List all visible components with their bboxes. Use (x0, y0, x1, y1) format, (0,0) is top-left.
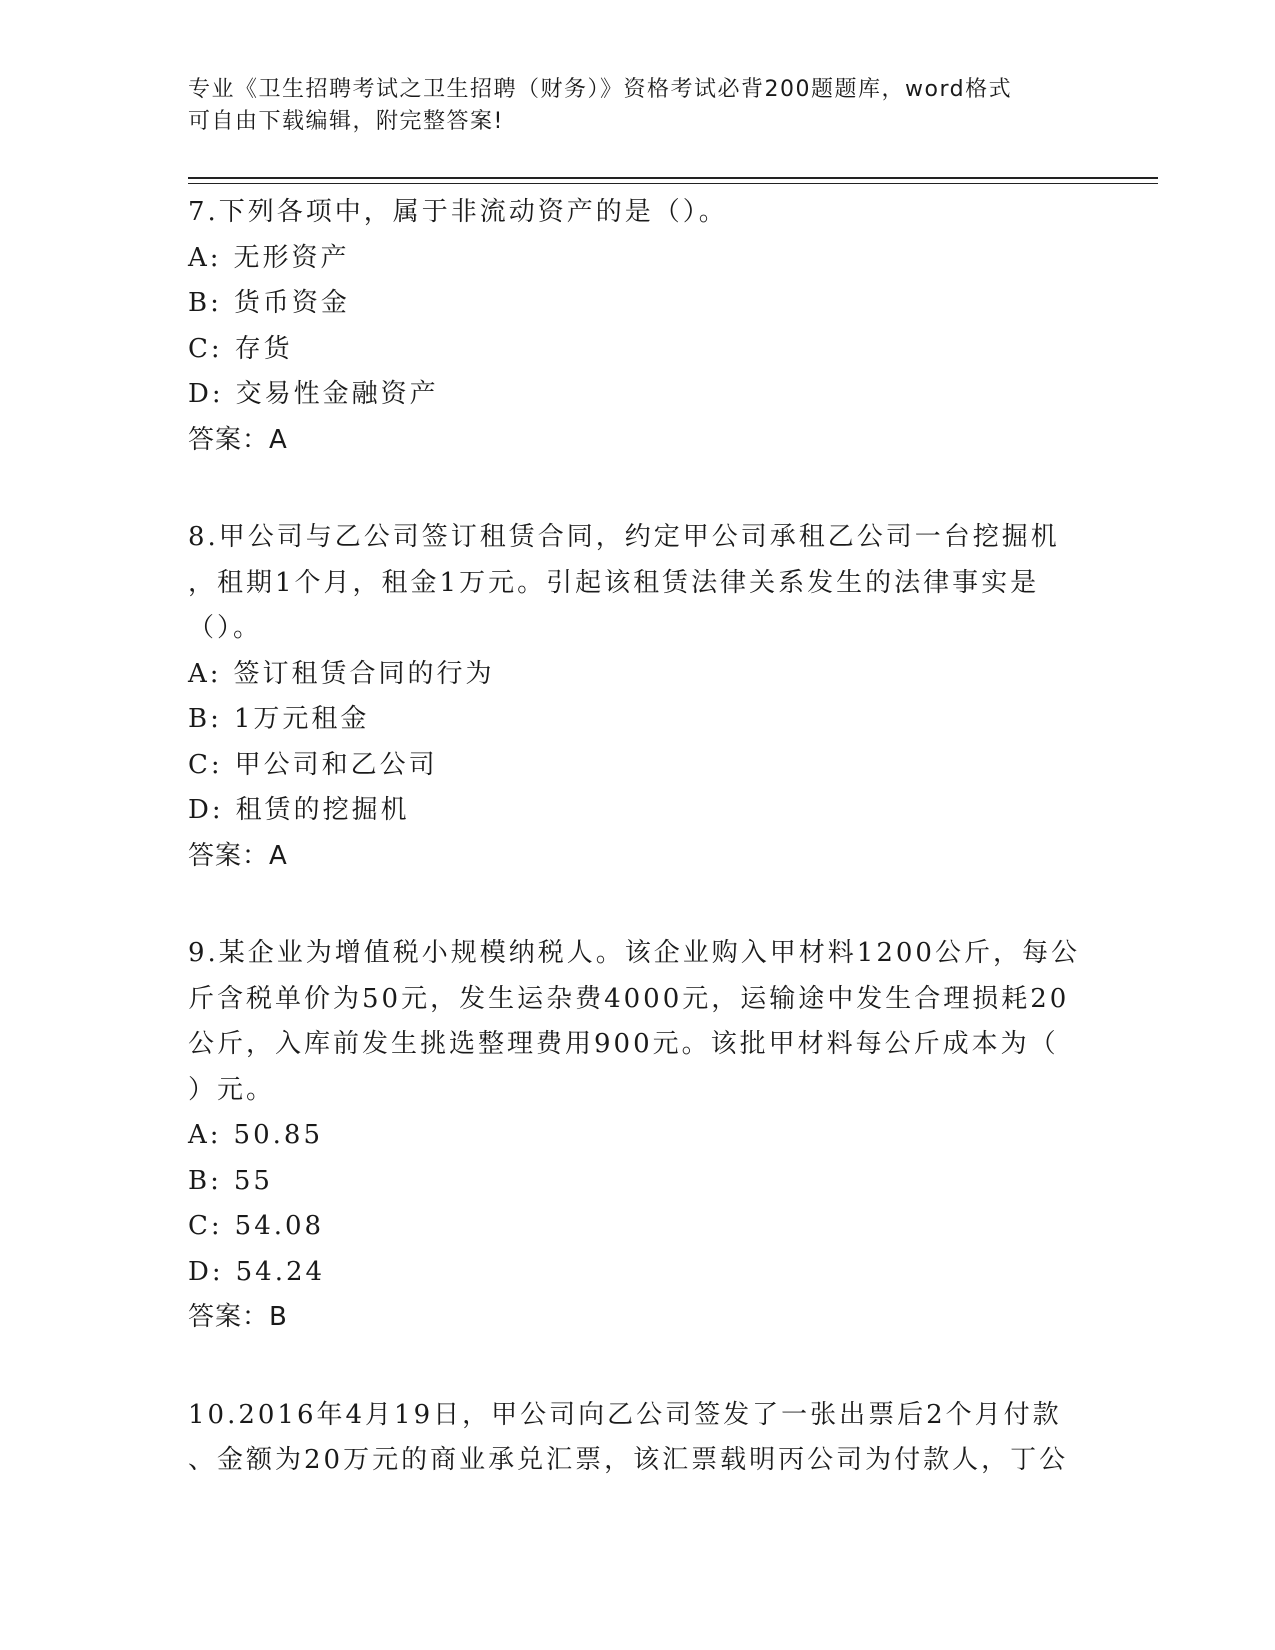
question-item (188, 515, 1088, 879)
question-text: 9.某企业为增值税小规模纳税人。该企业购入甲材料1200公斤，每公 (188, 938, 1080, 968)
option-text: 甲公司和乙公司 (234, 749, 438, 780)
option-letter: A: (188, 242, 222, 273)
answer-line: 答案：A (188, 424, 288, 455)
option-text: 货币资金 (233, 288, 350, 318)
question-item (188, 931, 1088, 1341)
option-c (188, 743, 1088, 789)
option-letter: A: (188, 658, 222, 689)
option-b (188, 1159, 1088, 1205)
option-a (188, 652, 1088, 698)
option-letter: B: (188, 704, 222, 734)
option-text: 无形资产 (233, 242, 350, 273)
question-list (188, 190, 1088, 1536)
option-c (188, 327, 1088, 373)
question-text: 7.下列各项中，属于非流动资产的是（）。 (188, 197, 728, 227)
option-text: 55 (233, 1165, 273, 1196)
question-text: ）元。 (188, 1074, 276, 1105)
option-b (188, 281, 1088, 327)
option-letter: C: (188, 333, 223, 364)
option-letter: C: (188, 1211, 223, 1241)
option-text: 签订租赁合同的行为 (233, 658, 495, 689)
question-item (188, 1393, 1088, 1484)
header-divider (188, 183, 1158, 184)
question-text: 斤含税单价为50元，发生运杂费4000元，运输途中发生合理损耗20 (188, 983, 1070, 1014)
option-a (188, 1113, 1088, 1159)
option-letter: A: (188, 1120, 222, 1150)
option-letter: B: (188, 1165, 222, 1196)
question-text: 、金额为20万元的商业承兑汇票，该汇票载明丙公司为付款人，丁公 (188, 1445, 1069, 1475)
question-text: 10.2016年4月19日，甲公司向乙公司签发了一张出票后2个月付款 (188, 1399, 1062, 1430)
option-text: 1万元租金 (233, 704, 370, 734)
option-a (188, 236, 1088, 282)
option-b (188, 697, 1088, 743)
option-text: 50.85 (233, 1120, 323, 1150)
question-text: （）。 (188, 613, 263, 643)
option-text: 租赁的挖掘机 (235, 795, 410, 825)
option-text: 54.08 (234, 1211, 325, 1241)
option-letter: D: (188, 1256, 224, 1287)
question-item (188, 190, 1088, 463)
question-text: 公斤，入库前发生挑选整理费用900元。该批甲材料每公斤成本为（ (188, 1029, 1059, 1059)
answer-line: 答案：B (188, 1302, 288, 1332)
option-d (188, 788, 1088, 834)
option-text: 54.24 (235, 1256, 326, 1287)
option-letter: B: (188, 288, 222, 318)
option-letter: D: (188, 795, 224, 825)
header-line: 专业《卫生招聘考试之卫生招聘（财务）》资格考试必背200题题库，word格式 (188, 77, 1013, 102)
question-text: ，租期1个月，租金1万元。引起该租赁法律关系发生的法律事实是 (188, 567, 1040, 598)
header-line: 可自由下载编辑，附完整答案! (188, 109, 504, 134)
option-text: 存货 (234, 333, 293, 364)
option-text: 交易性金融资产 (235, 379, 439, 409)
answer-line: 答案：A (188, 840, 288, 871)
option-letter: D: (188, 379, 224, 409)
header-divider (188, 177, 1158, 179)
option-c (188, 1204, 1088, 1250)
option-letter: C: (188, 749, 223, 780)
option-d (188, 372, 1088, 418)
document-header (188, 74, 1068, 138)
option-d (188, 1250, 1088, 1296)
question-text: 8.甲公司与乙公司签订租赁合同，约定甲公司承租乙公司一台挖掘机 (188, 522, 1060, 552)
